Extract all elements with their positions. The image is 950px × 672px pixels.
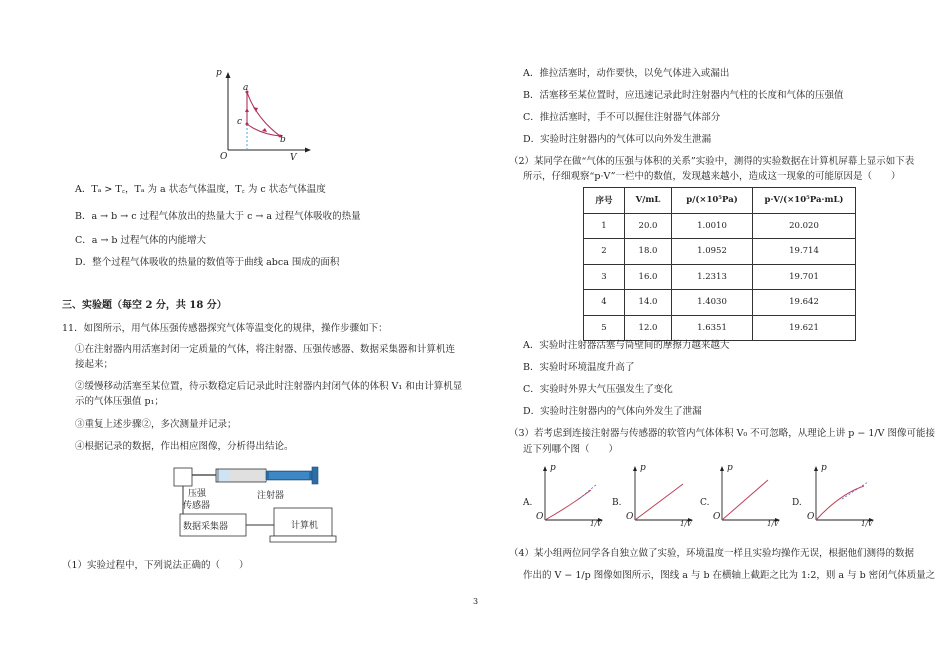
table-cell: 4	[584, 290, 625, 316]
table-header: p·V/(×10⁵Pa·mL)	[753, 188, 856, 214]
mini-b-o: O	[626, 512, 634, 522]
table-header: V/mL	[625, 188, 672, 214]
mini-b-x: 1/V	[680, 520, 692, 528]
q11-step-3: ③重复上述步骤②，多次测量并记录；	[75, 419, 237, 430]
q11-step-1b: 接起来；	[75, 359, 114, 370]
mini-graph-a	[535, 462, 605, 542]
table-row	[584, 290, 856, 316]
table-cell: 5	[584, 315, 625, 341]
mini-d-x: 1/V	[861, 520, 873, 528]
mini-d-p: p	[821, 463, 827, 473]
q11-2-option-a: A．实验时注射器活塞与筒壁间的摩擦力越来越大	[523, 340, 730, 351]
table-cell: 19.621	[753, 315, 856, 341]
mini-graph-b	[625, 462, 695, 542]
table-cell: 18.0	[625, 239, 672, 265]
pv-graph	[212, 70, 312, 165]
q11-1-option-d: D．实验时注射器内的气体可以向外发生泄漏	[523, 134, 712, 145]
q11-step-1a: ①在注射器内用活塞封闭一定质量的气体，将注射器、压强传感器、数据采集器和计算机连	[75, 344, 456, 355]
mini-a-o: O	[536, 512, 544, 522]
table-cell: 1.0010	[672, 213, 753, 239]
table-header: 序号	[584, 188, 625, 214]
mini-a-p: p	[550, 463, 556, 473]
table-header: p/(×10⁵Pa)	[672, 188, 753, 214]
apparatus-collector-label: 数据采集器	[183, 522, 229, 532]
q11-4-line-1: （4）某小组两位同学各自独立做了实验，环境温度一样且实验均操作无误，根据他们测得的数据	[509, 548, 915, 559]
apparatus-sensor-label: 压强	[188, 489, 207, 499]
q11-1-option-b: B．活塞移至某位置时，应迅速记录此时注射器内气柱的长度和气体的压强值	[523, 90, 844, 101]
q11-3-line-2: 近下列哪个图（ ）	[523, 444, 619, 455]
table-cell: 1	[584, 213, 625, 239]
table-row	[584, 239, 856, 265]
mini-c-o: O	[713, 512, 721, 522]
q11-2-option-c: C．实验时外界大气压强发生了变化	[523, 384, 673, 395]
table-cell: 19.642	[753, 290, 856, 316]
table-cell: 1.2313	[672, 264, 753, 290]
q11-4-line-2: 作出的 V − 1/p 图像如图所示，图线 a 与 b 在横轴上截距之比为 1:2，则 a 与 b 密闭气体质量之	[523, 570, 936, 581]
mini-d-o: O	[807, 512, 815, 522]
pv-point-a: a	[243, 83, 249, 93]
table-cell: 1.0952	[672, 239, 753, 265]
table-cell: 19.701	[753, 264, 856, 290]
q11-2-option-d: D．实验时注射器内的气体向外发生了泄漏	[523, 406, 702, 417]
mini-graph-label-b: B.	[612, 498, 622, 508]
apparatus-sensor-label-2: 传感器	[183, 501, 211, 511]
table-row	[584, 213, 856, 239]
q11-intro: 11．如图所示，用气体压强传感器探究气体等温变化的规律，操作步骤如下：	[62, 323, 388, 334]
mini-c-x: 1/V	[767, 520, 779, 528]
table-row	[584, 264, 856, 290]
table-cell: 20.0	[625, 213, 672, 239]
mini-graph-label-c: C.	[700, 498, 710, 508]
page-number: 3	[473, 597, 479, 606]
mini-graph-d	[806, 462, 876, 542]
table-row	[584, 315, 856, 341]
table-cell: 19.714	[753, 239, 856, 265]
q11-1-option-a: A．推拉活塞时，动作要快，以免气体进入或漏出	[523, 68, 730, 79]
section-title: 三、实验题（每空 2 分，共 18 分）	[62, 300, 227, 311]
q11-1-question: （1）实验过程中，下列说法正确的（ ）	[62, 560, 249, 571]
q10-option-b: B．a → b → c 过程气体放出的热量大于 c → a 过程气体吸收的热量	[75, 211, 361, 222]
q10-option-c: C．a → b 过程气体的内能增大	[75, 235, 207, 246]
table-cell: 3	[584, 264, 625, 290]
q10-option-d: D．整个过程气体吸收的热量的数值等于曲线 abca 围成的面积	[75, 257, 340, 268]
apparatus-syringe-label: 注射器	[257, 491, 285, 501]
q11-2-line-1: （2）某同学在做“气体的压强与体积的关系”实验中，测得的实验数据在计算机屏幕上显示如下表	[509, 156, 915, 167]
pv-axis-p: p	[216, 68, 222, 78]
pv-origin: O	[220, 152, 228, 162]
mini-b-p: p	[640, 463, 646, 473]
mini-c-p: p	[727, 463, 733, 473]
mini-graph-label-d: D.	[792, 498, 802, 508]
mini-graph-c	[712, 462, 782, 542]
table-cell: 14.0	[625, 290, 672, 316]
q10-option-a: A．Tₐ > T꜀，Tₐ 为 a 状态气体温度，T꜀ 为 c 状态气体温度	[75, 184, 326, 195]
data-table	[583, 187, 856, 341]
table-cell: 2	[584, 239, 625, 265]
table-cell: 12.0	[625, 315, 672, 341]
q11-step-2b: 示的气体压强值 p₁；	[75, 396, 164, 407]
pv-point-b: b	[280, 135, 286, 145]
q11-2-line-2: 所示，仔细观察“p·V”一栏中的数值，发现越来越小，造成这一现象的可能原因是（ ）	[523, 171, 901, 182]
table-cell: 1.6351	[672, 315, 753, 341]
table-cell: 20.020	[753, 213, 856, 239]
pv-axis-v: V	[290, 153, 297, 163]
apparatus-computer-label: 计算机	[291, 521, 319, 531]
q11-step-2a: ②缓慢移动活塞至某位置，待示数稳定后记录此时注射器内封闭气体的体积 V₁ 和由计算机显	[75, 381, 463, 392]
q11-2-option-b: B．实验时环境温度升高了	[523, 362, 635, 373]
q11-step-4: ④根据记录的数据，作出相应图像，分析得出结论。	[75, 441, 294, 452]
table-cell: 1.4030	[672, 290, 753, 316]
q11-3-line-1: （3）若考虑到连接注射器与传感器的软管内气体体积 V₀ 不可忽略，从理论上讲 p − 1/V 图像可能接	[509, 428, 935, 439]
table-header-row	[584, 188, 856, 214]
q11-1-option-c: C．推拉活塞时，手不可以握住注射器气体部分	[523, 112, 721, 123]
table-cell: 16.0	[625, 264, 672, 290]
pv-point-c: c	[237, 117, 243, 127]
mini-graph-label-a: A.	[523, 498, 533, 508]
mini-a-x: 1/V	[590, 520, 602, 528]
